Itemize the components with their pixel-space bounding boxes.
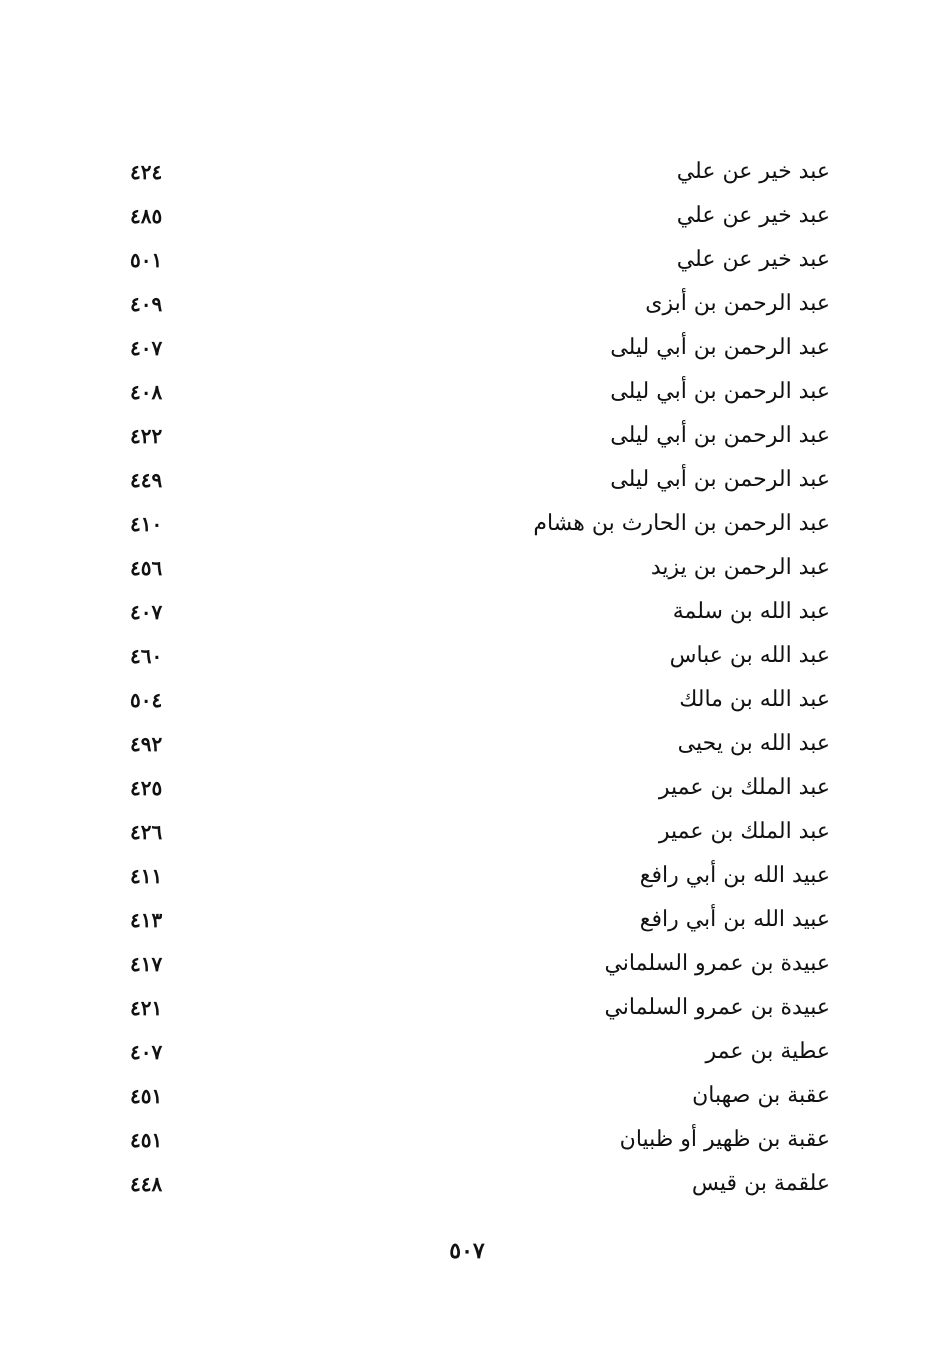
entry-page-reference: ٤٥١: [130, 1084, 163, 1108]
entry-name: عبد الله بن سلمة: [672, 599, 830, 624]
index-entry-row: [120, 1074, 830, 1118]
index-entry-row: [120, 678, 830, 722]
entry-page-reference: ٤٠٧: [130, 600, 163, 624]
entry-name: عبد الله بن عباس: [669, 643, 830, 668]
index-entry-row: [120, 458, 830, 502]
entry-name: عبد الله بن يحيى: [677, 731, 830, 756]
entry-page-reference: ٤٨٥: [130, 204, 163, 228]
entry-name: عبد الرحمن بن الحارث بن هشام: [533, 511, 830, 536]
index-entry-row: [120, 1030, 830, 1074]
entry-name: عقبة بن صهبان: [692, 1083, 830, 1108]
entry-page-reference: ٤٦٠: [130, 644, 163, 668]
page-number: ٥٠٧: [449, 1238, 485, 1264]
entry-page-reference: ٤٠٩: [130, 292, 163, 316]
index-entry-row: [120, 1162, 830, 1206]
index-entry-row: [120, 370, 830, 414]
entry-name: عبد الرحمن بن أبي ليلى: [610, 335, 830, 360]
index-list: [120, 150, 830, 1206]
entry-name: عبيدة بن عمرو السلماني: [604, 995, 830, 1020]
index-entry-row: [120, 194, 830, 238]
entry-page-reference: ٤٩٢: [130, 732, 163, 756]
entry-page-reference: ٤١٧: [130, 952, 163, 976]
entry-page-reference: ٤٠٨: [130, 380, 163, 404]
entry-page-reference: ٤٤٨: [130, 1172, 163, 1196]
entry-page-reference: ٤٥٦: [130, 556, 163, 580]
entry-page-reference: ٤٢٥: [130, 776, 163, 800]
entry-name: عبيدة بن عمرو السلماني: [604, 951, 830, 976]
index-entry-row: [120, 854, 830, 898]
entry-name: عبد الرحمن بن أبي ليلى: [610, 467, 830, 492]
entry-name: علقمة بن قيس: [691, 1171, 830, 1196]
entry-name: عطية بن عمر: [705, 1039, 830, 1064]
entry-name: عبيد الله بن أبي رافع: [639, 863, 830, 888]
entry-page-reference: ٤١١: [130, 864, 163, 888]
index-entry-row: [120, 238, 830, 282]
index-entry-row: [120, 1118, 830, 1162]
entry-name: عبد خير عن علي: [676, 247, 830, 272]
index-entry-row: [120, 590, 830, 634]
entry-page-reference: ٤٢٤: [130, 160, 163, 184]
index-entry-row: [120, 546, 830, 590]
entry-page-reference: ٤٢٦: [130, 820, 163, 844]
entry-name: عبد الرحمن بن يزيد: [650, 555, 830, 580]
index-entry-row: [120, 898, 830, 942]
index-entry-row: [120, 810, 830, 854]
entry-page-reference: ٤٤٩: [130, 468, 163, 492]
entry-page-reference: ٥٠١: [130, 248, 163, 272]
entry-name: عبيد الله بن أبي رافع: [639, 907, 830, 932]
index-entry-row: [120, 942, 830, 986]
entry-name: عبد الملك بن عمير: [658, 819, 830, 844]
entry-name: عقبة بن ظهير أو ظبيان: [619, 1127, 830, 1152]
index-entry-row: [120, 766, 830, 810]
entry-name: عبد الرحمن بن أبزى: [645, 291, 830, 316]
index-entry-row: [120, 282, 830, 326]
entry-page-reference: ٤٢٢: [130, 424, 163, 448]
entry-name: عبد الله بن مالك: [679, 687, 830, 712]
entry-name: عبد الملك بن عمير: [658, 775, 830, 800]
entry-page-reference: ٤٠٧: [130, 1040, 163, 1064]
entry-page-reference: ٤٢١: [130, 996, 163, 1020]
entry-name: عبد خير عن علي: [676, 159, 830, 184]
index-entry-row: [120, 722, 830, 766]
index-entry-row: [120, 634, 830, 678]
entry-name: عبد الرحمن بن أبي ليلى: [610, 379, 830, 404]
index-entry-row: [120, 150, 830, 194]
entry-page-reference: ٤٥١: [130, 1128, 163, 1152]
entry-name: عبد الرحمن بن أبي ليلى: [610, 423, 830, 448]
entry-name: عبد خير عن علي: [676, 203, 830, 228]
entry-page-reference: ٤٠٧: [130, 336, 163, 360]
entry-page-reference: ٥٠٤: [130, 688, 163, 712]
entry-page-reference: ٤١٣: [130, 908, 163, 932]
index-entry-row: [120, 986, 830, 1030]
index-entry-row: [120, 414, 830, 458]
index-entry-row: [120, 326, 830, 370]
index-entry-row: [120, 502, 830, 546]
entry-page-reference: ٤١٠: [130, 512, 163, 536]
